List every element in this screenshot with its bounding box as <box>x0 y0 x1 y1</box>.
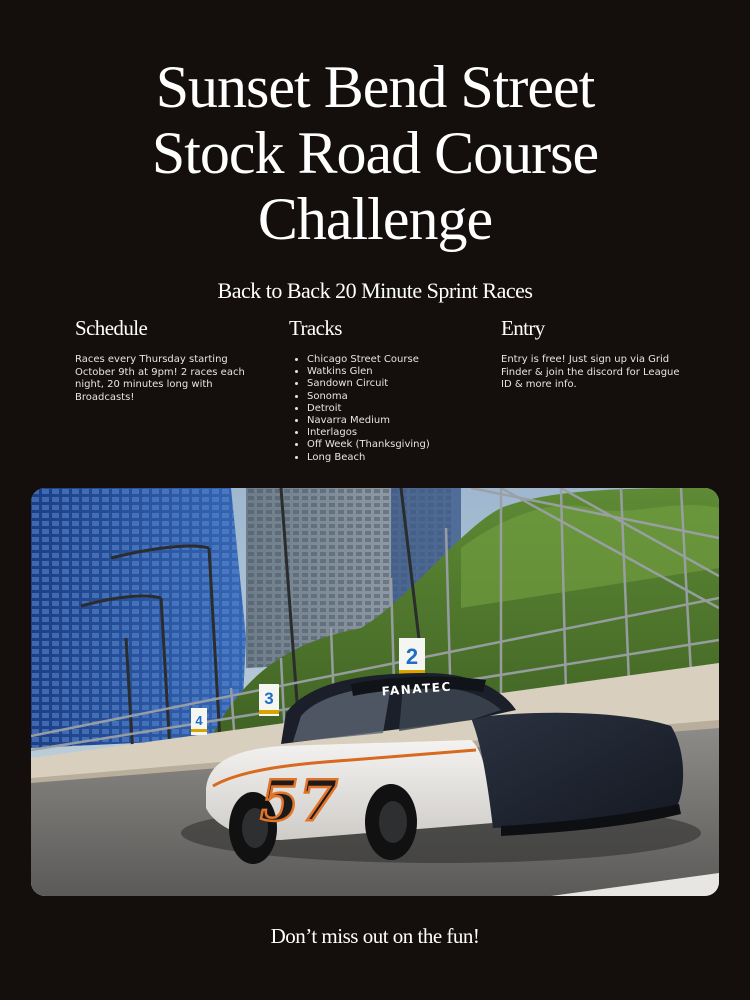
entry-text: Entry is free! Just sign up via Grid Finder & join the discord for League ID & more info. <box>501 354 680 390</box>
track-item: • Off Week (Thanksgiving) <box>307 439 479 451</box>
subtitle: Back to Back 20 Minute Sprint Races <box>217 278 533 303</box>
race-car-photo <box>31 488 719 896</box>
svg-text:3: 3 <box>264 689 274 708</box>
schedule-section <box>75 314 265 404</box>
tracks-list <box>289 354 479 464</box>
schedule-heading: Schedule <box>75 316 148 340</box>
car-number: 57 <box>260 768 338 834</box>
schedule-text: Races every Thursday starting October 9th at 9pm! 2 races each night, 20 minutes long with Broadcasts! <box>75 354 245 403</box>
tracks-section <box>289 314 479 464</box>
marker-board-3 <box>259 684 279 716</box>
track-item: • Navarra Medium <box>307 415 479 427</box>
marker-board-2 <box>399 638 425 676</box>
svg-text:2: 2 <box>405 644 419 669</box>
track-item: • Detroit <box>307 403 479 415</box>
track-item: • Sandown Circuit <box>307 378 479 390</box>
track-item: • Long Beach <box>307 452 479 464</box>
title-line-3: Challenge <box>257 186 493 252</box>
tracks-heading: Tracks <box>289 316 342 340</box>
sponsor-banner: FANATEC <box>381 679 453 699</box>
page-title <box>0 54 750 252</box>
track-item: • Interlagos <box>307 427 479 439</box>
entry-section <box>501 314 691 392</box>
title-line-2: Stock Road Course <box>151 120 599 186</box>
track-item: • Sonoma <box>307 391 479 403</box>
track-item: • Watkins Glen <box>307 366 479 378</box>
svg-text:4: 4 <box>195 713 203 728</box>
entry-heading: Entry <box>501 316 545 340</box>
footer-tagline: Don’t miss out on the fun! <box>270 924 480 948</box>
title-line-1: Sunset Bend Street <box>155 54 595 120</box>
track-item: • Chicago Street Course <box>307 354 479 366</box>
marker-board-4 <box>191 708 207 735</box>
